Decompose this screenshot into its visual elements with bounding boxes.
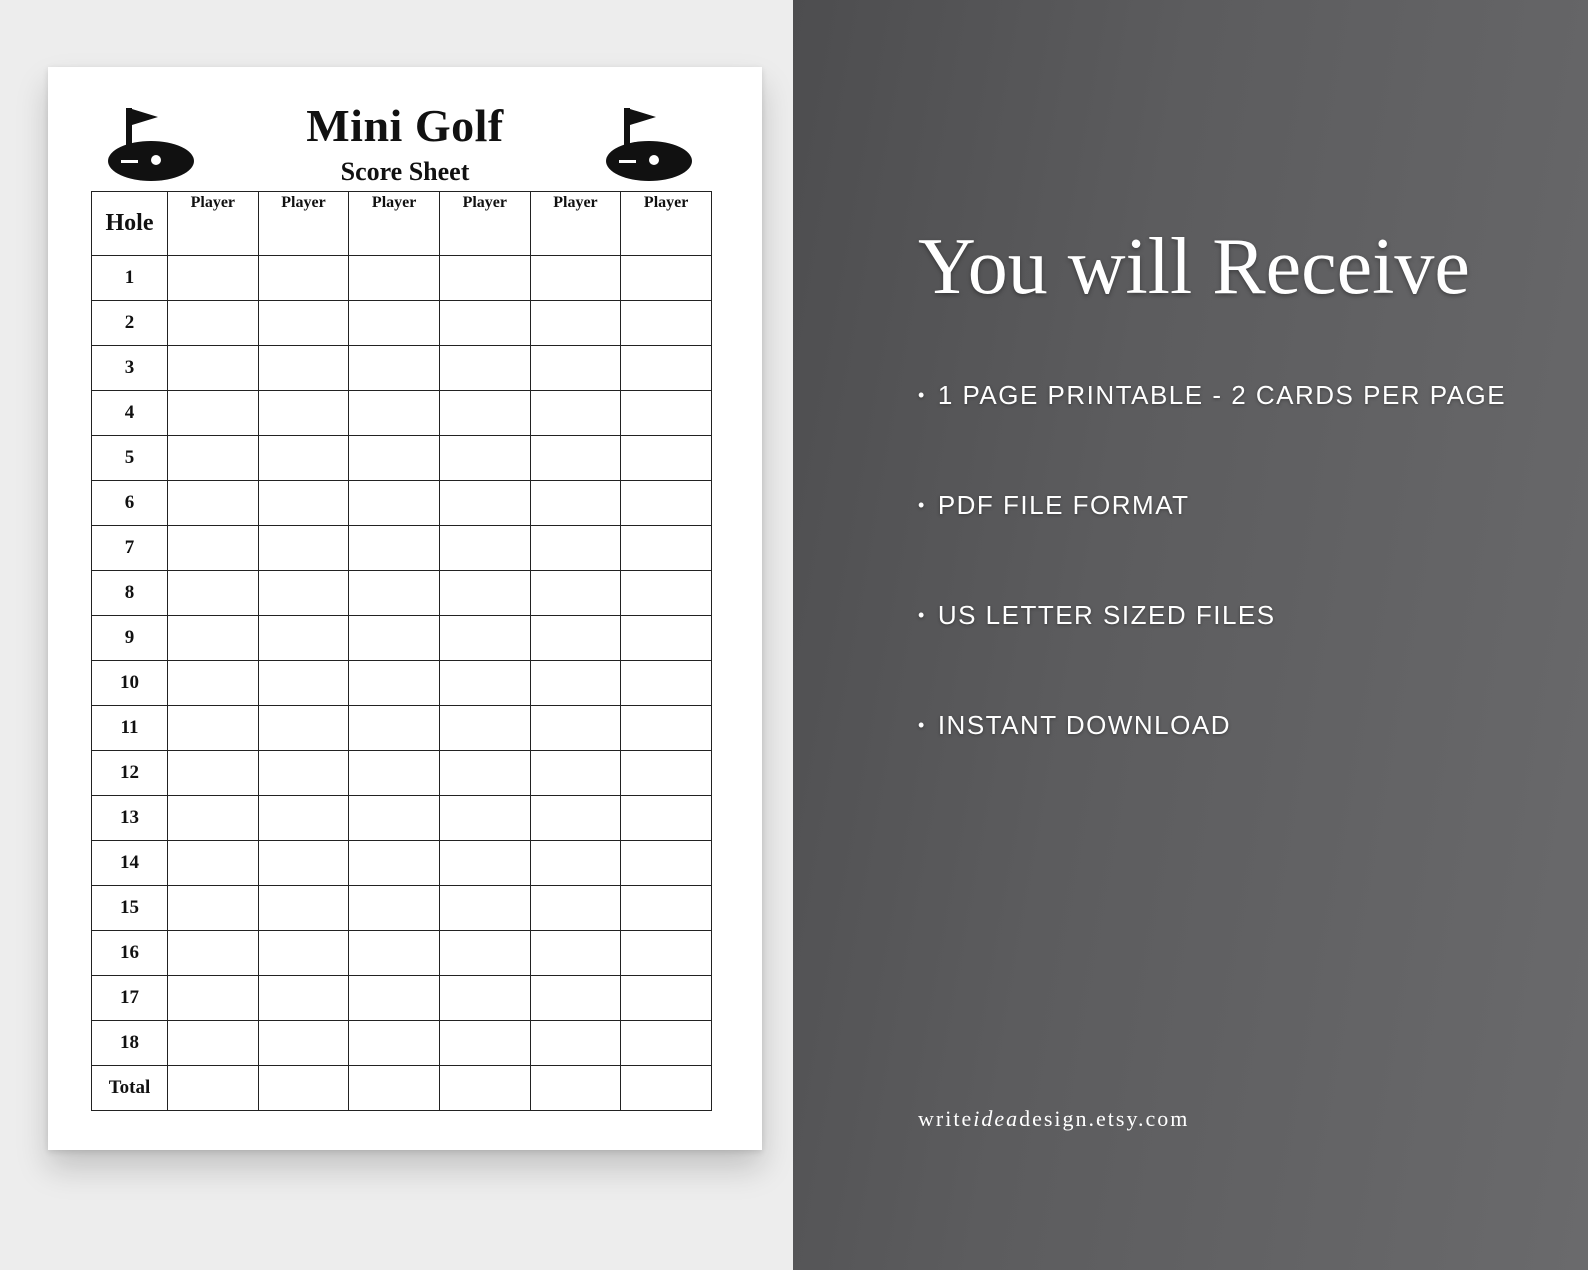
shop-link[interactable] [918,1106,1189,1132]
score-cell [530,571,621,616]
score-cell [349,706,440,751]
score-cell [168,256,259,301]
score-cell [621,931,712,976]
score-cell [349,751,440,796]
hole-number: 10 [92,661,168,706]
score-cell [168,436,259,481]
receive-heading: You will Receive [918,223,1470,311]
table-row [92,346,712,391]
score-cell [530,346,621,391]
hole-number: 4 [92,391,168,436]
score-cell [439,436,530,481]
score-cell [530,391,621,436]
score-cell [258,886,349,931]
score-cell [530,256,621,301]
score-cell [439,571,530,616]
table-row [92,976,712,1021]
score-cell [439,481,530,526]
score-cell [349,841,440,886]
hole-number: 3 [92,346,168,391]
table-row [92,796,712,841]
score-cell [530,886,621,931]
score-sheet [48,67,762,1150]
sheet-title: Mini Golf [306,100,504,151]
hole-number: 9 [92,616,168,661]
score-cell [168,526,259,571]
score-cell [168,931,259,976]
score-cell [439,751,530,796]
table-row [92,301,712,346]
score-cell [168,661,259,706]
score-cell [439,346,530,391]
hole-number: 16 [92,931,168,976]
score-cell [439,976,530,1021]
table-row [92,886,712,931]
shop-link-suffix: design.etsy.com [1019,1106,1190,1131]
score-cell [258,706,349,751]
hole-number: 5 [92,436,168,481]
score-cell [621,301,712,346]
player-header: Player [439,192,530,256]
score-cell [621,616,712,661]
hole-number: 8 [92,571,168,616]
score-cell [530,1021,621,1066]
table-row [92,616,712,661]
score-cell [439,1066,530,1111]
score-cell [439,886,530,931]
score-cell [168,346,259,391]
table-row [92,661,712,706]
score-cell [349,976,440,1021]
score-cell [168,706,259,751]
score-cell [530,976,621,1021]
score-cell [349,526,440,571]
bullet-icon: • [918,715,926,735]
score-cell [349,301,440,346]
score-cell [349,481,440,526]
score-cell [258,391,349,436]
score-cell [258,436,349,481]
header-row [92,192,712,256]
table-row [92,571,712,616]
score-cell [621,346,712,391]
feature-text: 1 PAGE PRINTABLE - 2 CARDS PER PAGE [937,380,1507,410]
table-row [92,1021,712,1066]
score-cell [349,886,440,931]
score-cell [349,256,440,301]
table-row [92,706,712,751]
score-cell [349,1021,440,1066]
score-cell [258,751,349,796]
score-cell [621,391,712,436]
score-cell [258,976,349,1021]
hole-number: 15 [92,886,168,931]
feature-item [918,600,1276,631]
bullet-icon: • [918,495,926,515]
score-cell [530,751,621,796]
score-cell [168,616,259,661]
score-cell [349,391,440,436]
feature-text: PDF FILE FORMAT [937,490,1190,520]
bullet-icon: • [918,605,926,625]
score-cell [258,301,349,346]
feature-text: INSTANT DOWNLOAD [937,710,1231,740]
score-cell [439,706,530,751]
score-cell [168,391,259,436]
hole-number: 12 [92,751,168,796]
hole-number: 18 [92,1021,168,1066]
score-cell [349,346,440,391]
score-cell [349,661,440,706]
bullet-icon: • [918,385,926,405]
player-header: Player [530,192,621,256]
feature-item [918,710,1231,741]
score-cell [258,931,349,976]
score-cell [258,796,349,841]
score-cell [530,616,621,661]
score-cell [530,841,621,886]
score-cell [258,571,349,616]
table-row [92,436,712,481]
score-cell [621,481,712,526]
score-cell [621,796,712,841]
hole-number: 11 [92,706,168,751]
score-cell [258,256,349,301]
player-header: Player [258,192,349,256]
score-cell [621,1066,712,1111]
table-row [92,841,712,886]
score-cell [258,1066,349,1111]
hole-number: 2 [92,301,168,346]
player-header: Player [349,192,440,256]
feature-item [918,380,1506,411]
score-cell [439,661,530,706]
player-header: Player [168,192,259,256]
score-cell [439,1021,530,1066]
shop-link-prefix: write [918,1106,974,1131]
score-cell [439,796,530,841]
score-table [91,191,712,1111]
score-cell [439,391,530,436]
hole-header: Hole [92,192,168,256]
hole-number: 14 [92,841,168,886]
score-cell [168,1021,259,1066]
sheet-subtitle: Score Sheet [340,157,470,186]
score-cell [621,571,712,616]
score-cell [621,751,712,796]
score-cell [530,1066,621,1111]
score-cell [168,841,259,886]
score-cell [530,436,621,481]
hole-number: 13 [92,796,168,841]
score-cell [530,931,621,976]
table-row [92,1066,712,1111]
feature-text: US LETTER SIZED FILES [937,600,1276,630]
hole-number: 1 [92,256,168,301]
score-cell [168,571,259,616]
score-cell [258,841,349,886]
hole-number: 6 [92,481,168,526]
score-cell [439,526,530,571]
score-cell [168,301,259,346]
score-cell [530,661,621,706]
score-cell [530,481,621,526]
score-cell [439,931,530,976]
table-row [92,526,712,571]
hole-number: 7 [92,526,168,571]
score-cell [530,301,621,346]
table-row [92,931,712,976]
feature-item [918,490,1190,521]
score-cell [349,931,440,976]
score-cell [439,616,530,661]
score-cell [439,256,530,301]
score-cell [168,976,259,1021]
right-panel [793,0,1588,1270]
score-cell [621,526,712,571]
total-label: Total [92,1066,168,1111]
score-cell [258,526,349,571]
score-cell [621,706,712,751]
score-cell [349,571,440,616]
score-cell [621,976,712,1021]
shop-link-script: idea [973,1106,1020,1131]
score-cell [530,706,621,751]
score-cell [349,1066,440,1111]
score-cell [168,751,259,796]
score-cell [168,481,259,526]
score-cell [621,256,712,301]
score-cell [258,1021,349,1066]
score-cell [621,841,712,886]
score-cell [168,1066,259,1111]
score-cell [168,796,259,841]
table-row [92,481,712,526]
score-cell [621,661,712,706]
score-cell [621,436,712,481]
score-cell [530,526,621,571]
hole-number: 17 [92,976,168,1021]
score-cell [258,481,349,526]
score-cell [439,301,530,346]
score-cell [349,436,440,481]
score-cell [168,886,259,931]
score-cell [621,886,712,931]
score-cell [349,616,440,661]
player-header: Player [621,192,712,256]
score-cell [258,616,349,661]
table-row [92,391,712,436]
table-row [92,256,712,301]
score-cell [530,796,621,841]
score-cell [621,1021,712,1066]
score-cell [439,841,530,886]
score-cell [349,796,440,841]
table-row [92,751,712,796]
score-cell [258,346,349,391]
score-cell [258,661,349,706]
